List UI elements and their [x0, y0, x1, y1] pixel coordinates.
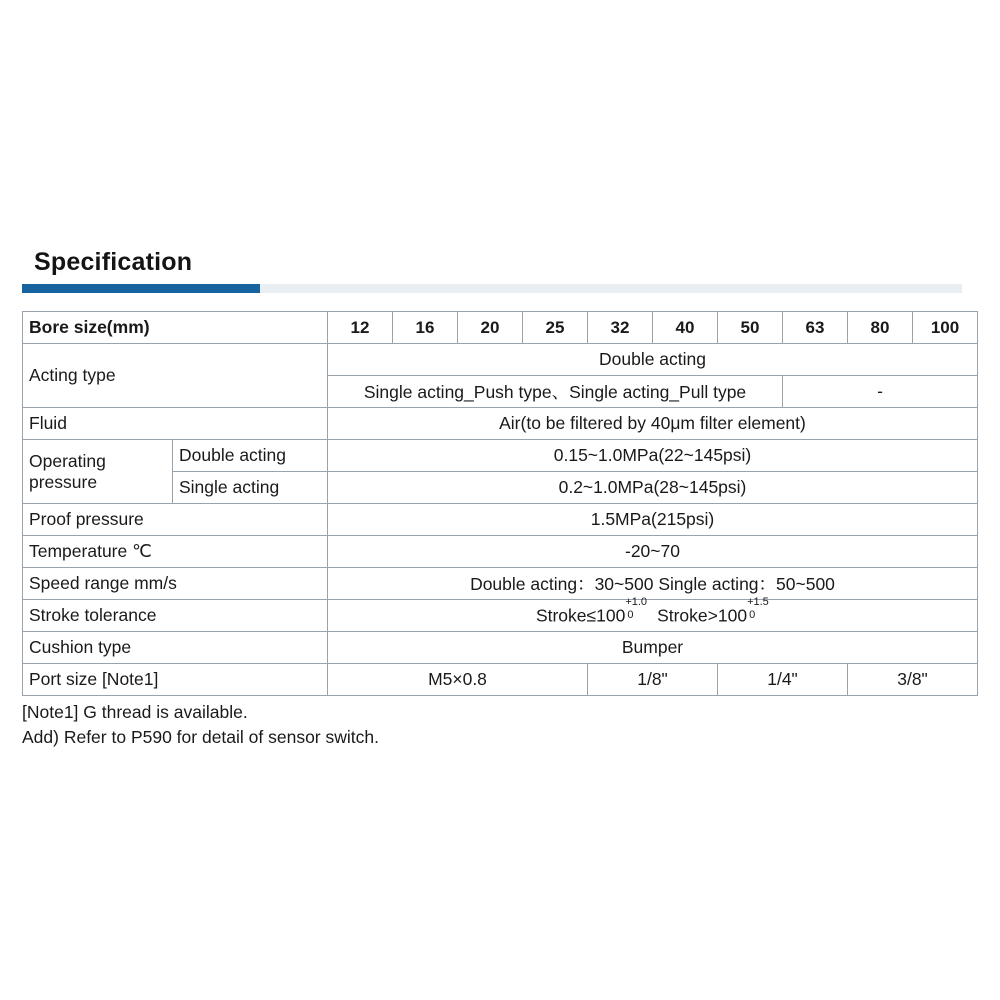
- acting-type-double-value: Double acting: [328, 344, 978, 376]
- bore-size-100: 100: [913, 312, 978, 344]
- stroke-tolerance-value-1: Stroke≤100: [535, 605, 626, 626]
- proof-pressure-label: Proof pressure: [23, 504, 328, 536]
- acting-type-single-value: Single acting_Push type、Single acting_Pull type: [328, 376, 783, 408]
- operating-pressure-single-label: Single acting: [173, 472, 328, 504]
- cushion-type-value: Bumper: [328, 632, 978, 664]
- operating-pressure-double-value: 0.15~1.0MPa(22~145psi): [328, 440, 978, 472]
- port-size-value-18: 1/8": [588, 664, 718, 696]
- port-size-value-38: 3/8": [848, 664, 978, 696]
- table-row-cushion-type: [23, 632, 978, 664]
- title-underline-accent: [22, 284, 260, 293]
- temperature-label: Temperature ℃: [23, 536, 328, 568]
- table-row-operating-pressure-double: [23, 440, 978, 472]
- specification-table-wrapper: [22, 311, 962, 696]
- bore-size-40: 40: [653, 312, 718, 344]
- bore-size-20: 20: [458, 312, 523, 344]
- proof-pressure-value: 1.5MPa(215psi): [328, 504, 978, 536]
- note-1: [Note1] G thread is available.: [22, 702, 248, 722]
- operating-pressure-single-value: 0.2~1.0MPa(28~145psi): [328, 472, 978, 504]
- bore-size-label: Bore size(mm): [23, 312, 328, 344]
- speed-range-value: Double acting：30~500 Single acting：50~500: [328, 568, 978, 600]
- table-row-port-size: [23, 664, 978, 696]
- stroke-tolerance-tol-1: +1.0 0: [625, 596, 648, 622]
- table-header-row: [23, 312, 978, 344]
- acting-type-label: Acting type: [23, 344, 328, 408]
- table-row-proof-pressure: [23, 504, 978, 536]
- notes-block: [22, 700, 962, 750]
- table-row-acting-type-double: [23, 344, 978, 376]
- table-row-speed-range: [23, 568, 978, 600]
- port-size-value-14: 1/4": [718, 664, 848, 696]
- bore-size-16: 16: [393, 312, 458, 344]
- bore-size-50: 50: [718, 312, 783, 344]
- bore-size-25: 25: [523, 312, 588, 344]
- speed-range-label: Speed range mm/s: [23, 568, 328, 600]
- specification-table: [22, 311, 978, 696]
- cushion-type-label: Cushion type: [23, 632, 328, 664]
- table-row-temperature: [23, 536, 978, 568]
- section-title-block: [22, 248, 962, 293]
- port-size-value-m5: M5×0.8: [328, 664, 588, 696]
- table-row-fluid: [23, 408, 978, 440]
- fluid-label: Fluid: [23, 408, 328, 440]
- stroke-tolerance-label: Stroke tolerance: [23, 600, 328, 632]
- title-underline-rule: [22, 284, 962, 293]
- bore-size-12: 12: [328, 312, 393, 344]
- bore-size-80: 80: [848, 312, 913, 344]
- note-2: Add) Refer to P590 for detail of sensor switch.: [22, 727, 379, 747]
- stroke-tolerance-tol-2: +1.5 0: [747, 596, 769, 622]
- operating-pressure-double-label: Double acting: [173, 440, 328, 472]
- operating-pressure-label: Operating pressure: [23, 440, 173, 504]
- stroke-tolerance-value-2: Stroke>100: [657, 605, 748, 626]
- stroke-tolerance-value: [328, 596, 978, 632]
- fluid-value: Air(to be filtered by 40μm filter element): [328, 408, 978, 440]
- bore-size-32: 32: [588, 312, 653, 344]
- page-title: Specification: [34, 248, 193, 276]
- table-row-stroke-tolerance: [23, 600, 978, 632]
- temperature-value: -20~70: [328, 536, 978, 568]
- bore-size-63: 63: [783, 312, 848, 344]
- port-size-label: Port size [Note1]: [23, 664, 328, 696]
- acting-type-single-na: -: [783, 376, 978, 408]
